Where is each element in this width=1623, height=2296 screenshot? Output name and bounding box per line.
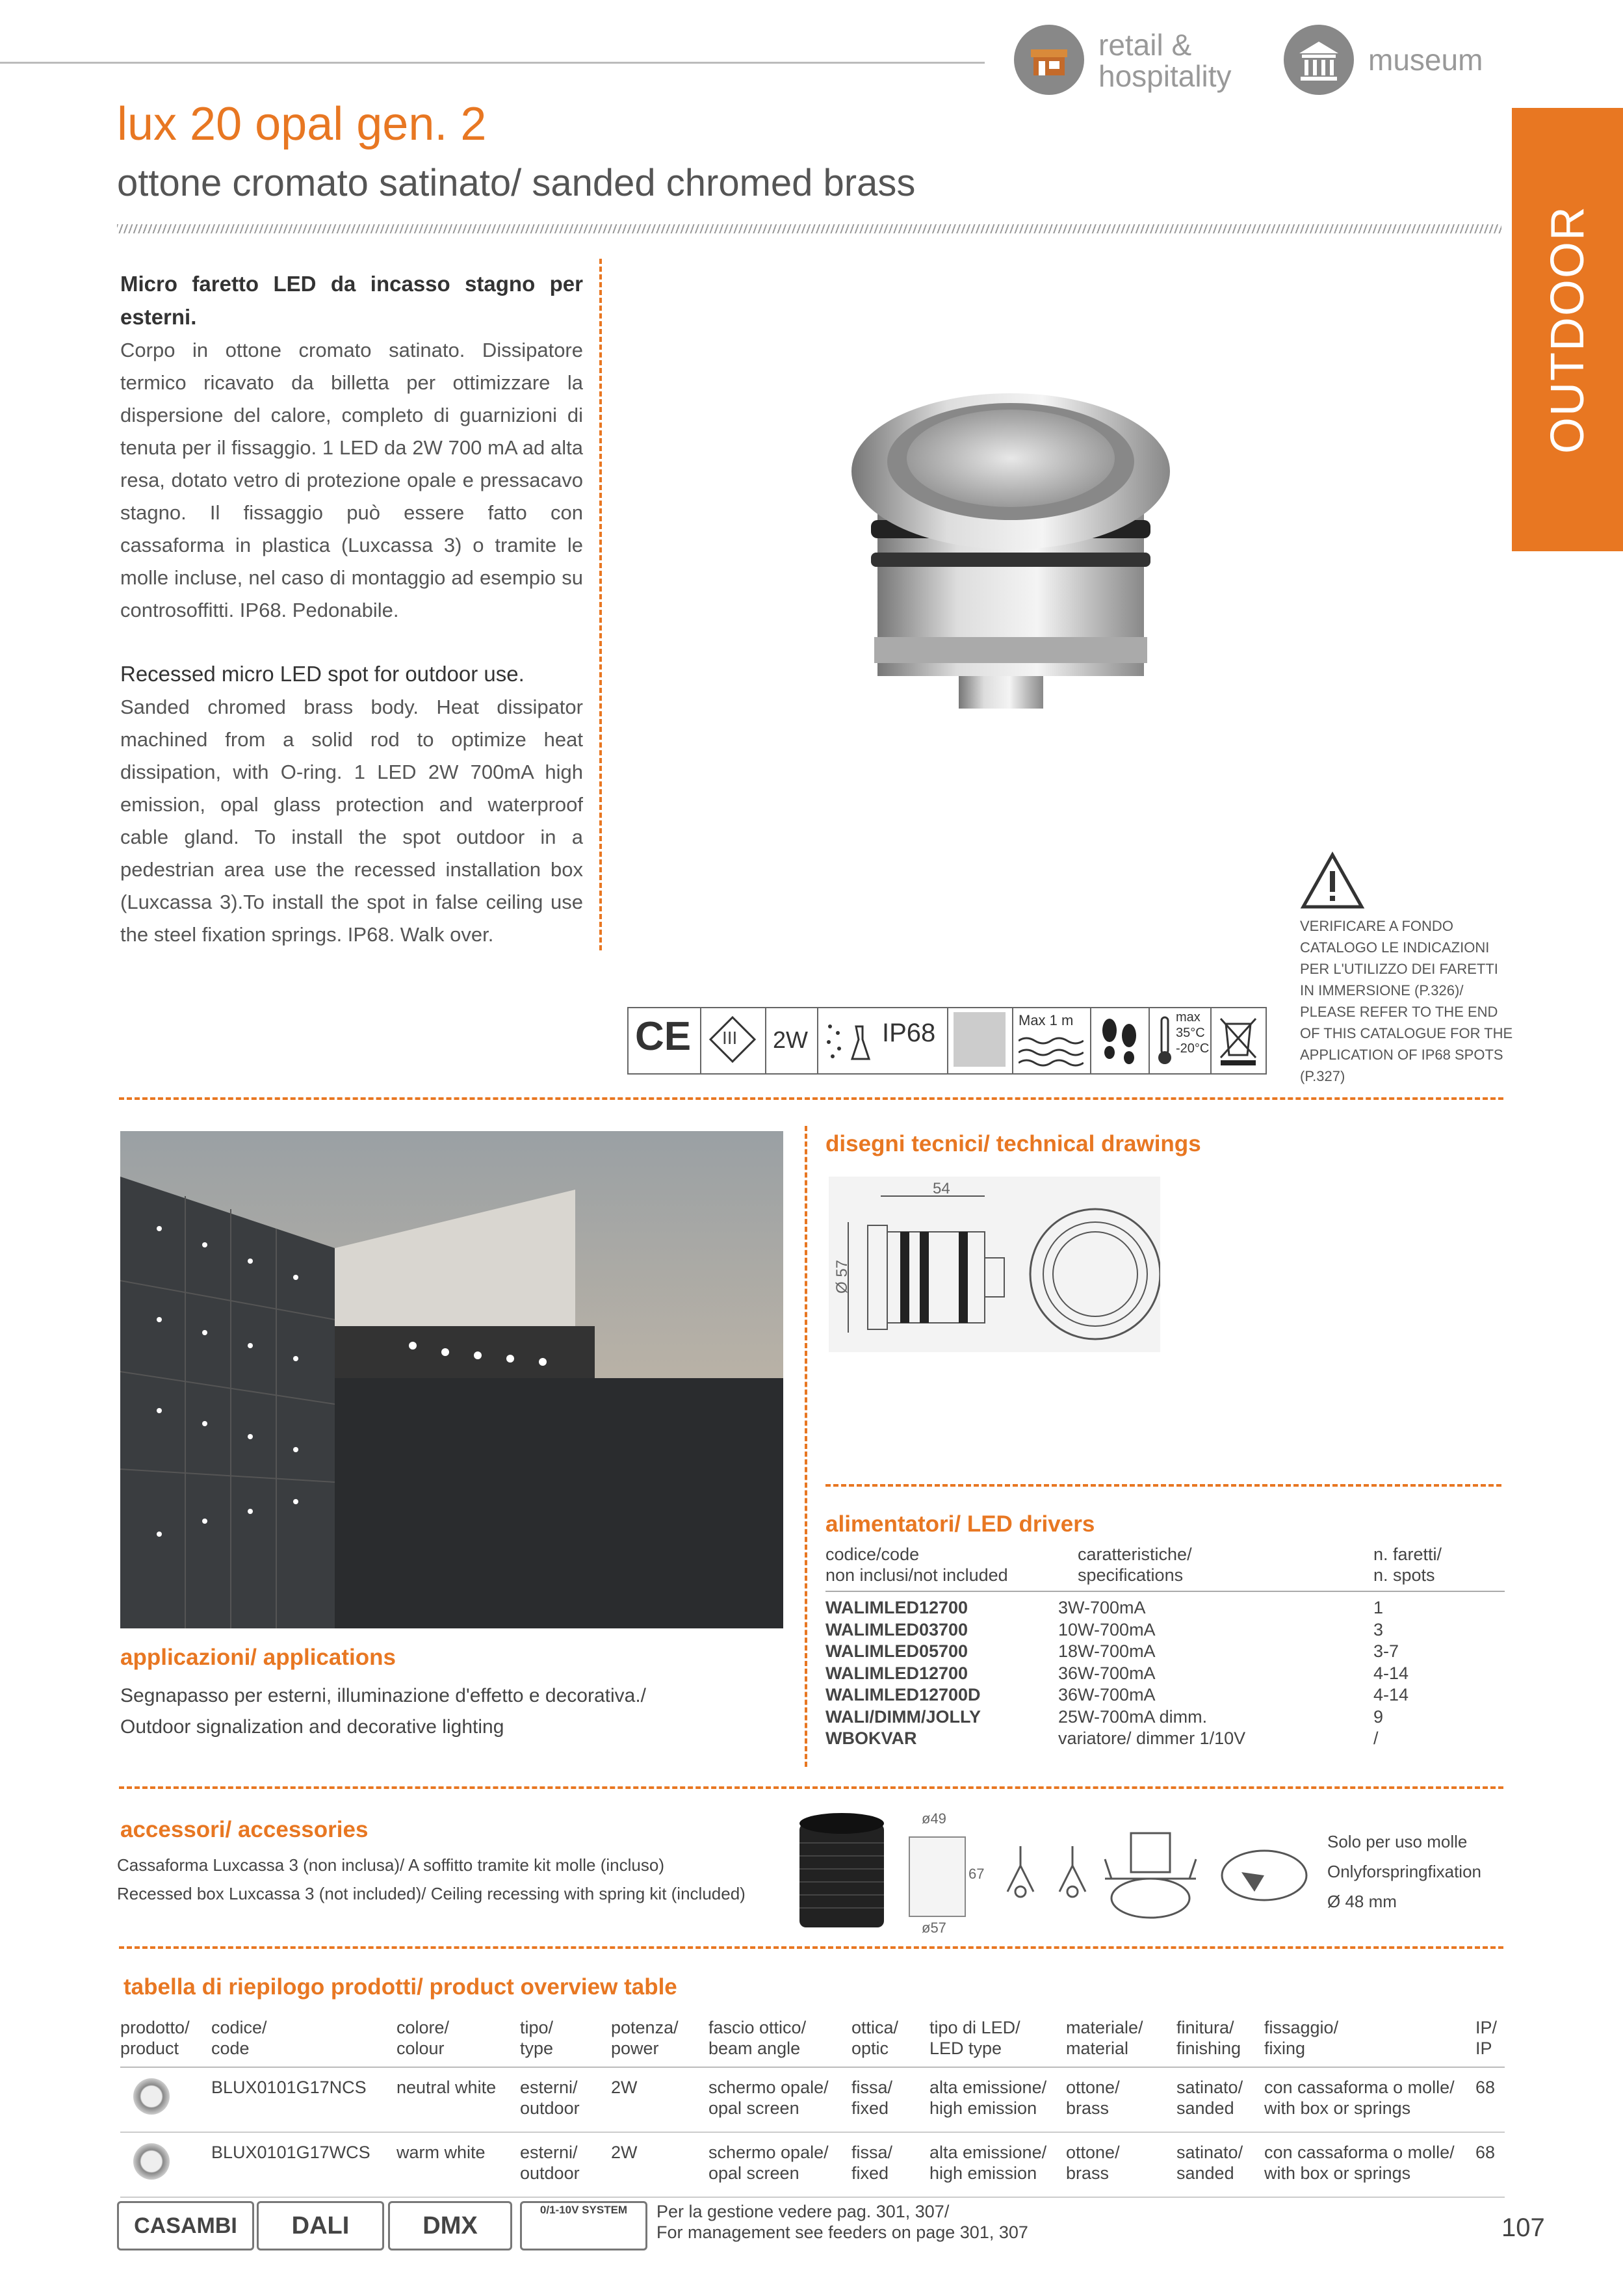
overview-header-cell bbox=[1176, 2017, 1241, 2059]
power-label: 2W bbox=[773, 1026, 808, 1053]
overview-cell-ip: 68 bbox=[1475, 2143, 1496, 2162]
header-text: codice/code bbox=[825, 1545, 920, 1564]
page-number: 107 bbox=[1501, 2213, 1545, 2242]
overview-cell-colour: neutral white bbox=[396, 2078, 497, 2097]
header-line: finitura/ bbox=[1176, 2018, 1234, 2037]
drawing-diameter-label: Ø 57 bbox=[833, 1259, 851, 1294]
header-line: colour bbox=[396, 2039, 445, 2058]
divider bbox=[1149, 1008, 1150, 1073]
ip-rating-label: IP68 bbox=[882, 1019, 936, 1047]
product-photo bbox=[838, 351, 1189, 728]
drivers-row bbox=[825, 1706, 1505, 1729]
drivers-rows bbox=[825, 1597, 1505, 1750]
overview-header-cell bbox=[396, 2017, 449, 2059]
product-thumbnail bbox=[133, 2143, 170, 2180]
overview-header-cell bbox=[708, 2017, 806, 2059]
drivers-cell: 9 bbox=[1373, 1706, 1384, 1727]
overview-cell-led: alta emissione/ high emission bbox=[929, 2143, 1047, 2183]
spec-icons-strip bbox=[627, 1007, 1267, 1075]
dali-logo: DALI bbox=[257, 2201, 384, 2250]
header-line: tipo/ bbox=[520, 2018, 554, 2037]
header-line: materiale/ bbox=[1066, 2018, 1143, 2037]
class-three-icon bbox=[708, 1015, 757, 1064]
overview-cell-finishing: satinato/ sanded bbox=[1176, 2143, 1243, 2183]
description-en-heading: Recessed micro LED spot for outdoor use. bbox=[120, 662, 525, 686]
overview-cell-type: esterni/ outdoor bbox=[520, 2143, 580, 2183]
drivers-row bbox=[825, 1597, 1505, 1619]
drivers-cell: WALIMLED12700 bbox=[825, 1663, 968, 1683]
rain-icon bbox=[824, 1020, 876, 1062]
header-line: optic bbox=[851, 2039, 889, 2058]
drivers-cell: 3-7 bbox=[1373, 1641, 1399, 1661]
technical-drawing bbox=[829, 1177, 1160, 1352]
description-en bbox=[120, 658, 583, 951]
overview-cell-type: esterni/ outdoor bbox=[520, 2078, 580, 2118]
drivers-row bbox=[825, 1684, 1505, 1706]
header-line: ottica/ bbox=[851, 2018, 899, 2037]
class-label: III bbox=[722, 1028, 738, 1048]
warning-icon bbox=[1300, 852, 1365, 910]
applications-title: applicazioni/ applications bbox=[120, 1645, 396, 1670]
overview-cell-finishing: satinato/ sanded bbox=[1176, 2078, 1243, 2118]
overview-cell-colour: warm white bbox=[396, 2143, 486, 2162]
drivers-cell: 4-14 bbox=[1373, 1663, 1409, 1683]
drivers-header-spots bbox=[1373, 1544, 1442, 1585]
drivers-cell: 25W-700mA dimm. bbox=[1058, 1706, 1208, 1727]
ceiling-install-drawing bbox=[1098, 1820, 1202, 1931]
divider bbox=[1090, 1008, 1091, 1073]
overview-row bbox=[120, 2068, 1505, 2133]
overview-cell-material: ottone/ brass bbox=[1066, 2078, 1120, 2118]
applications-text: Segnapasso per esterni, illuminazione d'effetto e decorativa./ Outdoor signalization and decorative lighting bbox=[120, 1685, 647, 1738]
drivers-cell: 36W-700mA bbox=[1058, 1685, 1156, 1704]
dimmer-system-logo: 0/1-10V SYSTEM bbox=[520, 2201, 647, 2250]
hole-diameter-drawing bbox=[1219, 1846, 1310, 1905]
drivers-table-header bbox=[825, 1544, 1505, 1592]
header-line: colore/ bbox=[396, 2018, 450, 2037]
accessories-text bbox=[117, 1851, 746, 1908]
section-divider-3 bbox=[119, 1946, 1503, 1949]
overview-cell-ip: 68 bbox=[1475, 2078, 1496, 2097]
header-line: prodotto/ bbox=[120, 2018, 190, 2037]
ce-mark-icon: CE bbox=[635, 1014, 692, 1059]
spring-kit-drawing bbox=[1001, 1820, 1105, 1924]
overview-table bbox=[120, 2017, 1505, 2198]
header-line: code bbox=[211, 2039, 250, 2058]
header-line: fixing bbox=[1264, 2039, 1306, 2058]
header-line: product bbox=[120, 2039, 179, 2058]
overview-cell-optic: fissa/ fixed bbox=[851, 2143, 893, 2183]
overview-title: tabella di riepilogo prodotti/ product overview table bbox=[123, 1974, 677, 2000]
luxcassa-box-photo bbox=[793, 1810, 890, 1934]
section-divider-1 bbox=[119, 1097, 1503, 1100]
footprints-icon bbox=[1097, 1016, 1142, 1065]
application-photo bbox=[120, 1131, 783, 1628]
warning-text: VERIFICARE A FONDO CATALOGO LE INDICAZIONI PER L'UTILIZZO DEI FARETTI IN IMMERSIONE (P.326)/ PLEASE REFER TO THE END OF THIS CATALOGUE FOR THE APPLICATION OF IP68 SPOTS (P.327) bbox=[1300, 918, 1513, 1084]
header-line: beam angle bbox=[708, 2039, 801, 2058]
divider bbox=[947, 1008, 948, 1073]
header-line: potenza/ bbox=[611, 2018, 679, 2037]
overview-cell-beam: schermo opale/ opal screen bbox=[708, 2078, 829, 2118]
header-text: specifications bbox=[1078, 1565, 1184, 1585]
header-line: material bbox=[1066, 2039, 1129, 2058]
divider bbox=[700, 1008, 701, 1073]
accessories-notes bbox=[1327, 1827, 1481, 1916]
accessories-title: accessori/ accessories bbox=[120, 1817, 369, 1842]
divider bbox=[817, 1008, 818, 1073]
drivers-cell: 36W-700mA bbox=[1058, 1663, 1156, 1683]
overview-header-cell bbox=[1475, 2017, 1497, 2059]
temperature-range bbox=[1176, 1010, 1209, 1056]
box-drawing bbox=[909, 1836, 966, 1917]
description-it bbox=[120, 268, 583, 627]
product-subtitle: ottone cromato satinato/ sanded chromed brass bbox=[117, 162, 916, 204]
description-it-body: Corpo in ottone cromato satinato. Dissipatore termico ricavato da billetta per ottimizzare la dispersione del calore, completo di guarnizioni di tenuta per il fissaggio. 1 LED da 2W 700 mA ad alta resa, dotato vetro di protezione opale e pressacavo stagno. Il fissaggio può essere fatto con cassaforma in plastica (Luxcassa 3) o tramite le molle incluse, nel caso di montaggio ad esempio su controsoffitti. IP68. Pedonabile. bbox=[120, 339, 583, 621]
drivers-header-code bbox=[825, 1544, 1008, 1585]
drivers-header-specs bbox=[1078, 1544, 1192, 1585]
footer-note bbox=[656, 2201, 1028, 2243]
description-divider bbox=[599, 259, 602, 950]
immersion-depth-label: Max 1 m bbox=[1019, 1012, 1074, 1028]
water-waves-icon bbox=[1019, 1034, 1084, 1067]
footer-note-2: For management see feeders on page 301, 307 bbox=[656, 2223, 1028, 2242]
box-bottom-diameter: ø57 bbox=[922, 1920, 946, 1936]
overview-header-cell bbox=[120, 2017, 190, 2059]
overview-cell-beam: schermo opale/ opal screen bbox=[708, 2143, 829, 2183]
header-line: IP/ bbox=[1475, 2018, 1498, 2037]
thermometer-icon bbox=[1155, 1015, 1175, 1067]
overview-header-cell bbox=[929, 2017, 1020, 2059]
accessories-line-2: Recessed box Luxcassa 3 (not included)/ Ceiling recessing with spring kit (included) bbox=[117, 1884, 746, 1903]
drivers-cell: 3W-700mA bbox=[1058, 1598, 1146, 1617]
overview-cell-material: ottone/ brass bbox=[1066, 2143, 1120, 2183]
overview-header-cell bbox=[611, 2017, 679, 2059]
footer-note-1: Per la gestione vedere pag. 301, 307/ bbox=[656, 2202, 950, 2221]
section-tab bbox=[1512, 108, 1623, 551]
overview-table-rows bbox=[120, 2068, 1505, 2198]
drivers-row bbox=[825, 1641, 1505, 1663]
drivers-cell: WALIMLED12700 bbox=[825, 1598, 968, 1617]
overview-cell-code: BLUX0101G17WCS bbox=[211, 2143, 370, 2162]
box-height: 67 bbox=[968, 1866, 985, 1882]
temp-high-label: 35°C bbox=[1176, 1026, 1205, 1040]
overview-cell-power: 2W bbox=[611, 2078, 638, 2097]
category-museum-label: museum bbox=[1368, 43, 1483, 77]
divider bbox=[765, 1008, 766, 1073]
product-thumbnail bbox=[133, 2078, 170, 2115]
drivers-cell: 3 bbox=[1373, 1619, 1384, 1639]
accessories-note-3: Ø 48 mm bbox=[1327, 1892, 1397, 1911]
accessories-note-1: Solo per uso molle bbox=[1327, 1832, 1468, 1851]
category-retail-label: retail & hospitality bbox=[1098, 28, 1232, 93]
overview-cell-code: BLUX0101G17NCS bbox=[211, 2078, 367, 2097]
temp-low-label: -20°C bbox=[1176, 1041, 1210, 1056]
drawing-length-label: 54 bbox=[933, 1180, 950, 1197]
header-text: n. spots bbox=[1373, 1565, 1435, 1585]
temp-max-label: max bbox=[1176, 1010, 1201, 1024]
drivers-cell: 4-14 bbox=[1373, 1685, 1409, 1704]
drivers-title: alimentatori/ LED drivers bbox=[825, 1511, 1095, 1537]
drivers-row bbox=[825, 1619, 1505, 1641]
weee-bin-icon bbox=[1217, 1015, 1260, 1067]
drivers-cell: 18W-700mA bbox=[1058, 1641, 1156, 1661]
product-title: lux 20 opal gen. 2 bbox=[117, 98, 487, 150]
overview-cell-fixing: con cassaforma o molle/ with box or springs bbox=[1264, 2078, 1455, 2118]
header-text: non inclusi/not included bbox=[825, 1565, 1008, 1585]
header-line: fissaggio/ bbox=[1264, 2018, 1339, 2037]
applications-divider bbox=[805, 1126, 807, 1767]
header-line: power bbox=[611, 2039, 659, 2058]
description-en-body: Sanded chromed brass body. Heat dissipator machined from a solid rod to optimize heat dissipation, with O-ring. 1 LED 2W 700mA high emission, opal glass protection and waterproof cable gland. To install the spot outdoor in a pedestrian area use the recessed installation box (Luxcassa 3).To install the spot in false ceiling use the steel fixation springs. IP68. Walk over. bbox=[120, 696, 583, 946]
header-text: n. faretti/ bbox=[1373, 1545, 1442, 1564]
drivers-cell: / bbox=[1373, 1729, 1379, 1748]
drivers-cell: WALIMLED05700 bbox=[825, 1641, 968, 1661]
accessories-line-1: Cassaforma Luxcassa 3 (non inclusa)/ A soffitto tramite kit molle (incluso) bbox=[117, 1855, 664, 1875]
overview-header-cell bbox=[1066, 2017, 1143, 2059]
description-it-heading: Micro faretto LED da incasso stagno per esterni. bbox=[120, 272, 583, 329]
drivers-cell: WALIMLED12700D bbox=[825, 1685, 981, 1704]
header-line: IP bbox=[1475, 2039, 1492, 2058]
drivers-cell: 10W-700mA bbox=[1058, 1619, 1156, 1639]
casambi-logo: CASAMBI bbox=[117, 2201, 254, 2250]
box-top-diameter: ø49 bbox=[922, 1810, 946, 1827]
walk-over-icon bbox=[954, 1012, 1006, 1067]
drivers-cell: WALI/DIMM/JOLLY bbox=[825, 1706, 981, 1727]
header-line: fascio ottico/ bbox=[708, 2018, 807, 2037]
technical-drawings-title: disegni tecnici/ technical drawings bbox=[825, 1131, 1201, 1156]
drivers-row bbox=[825, 1728, 1505, 1750]
overview-cell-led: alta emissione/ high emission bbox=[929, 2078, 1047, 2118]
header-line: codice/ bbox=[211, 2018, 267, 2037]
section-tab-label: OUTDOOR bbox=[1541, 205, 1594, 454]
overview-cell-optic: fissa/ fixed bbox=[851, 2078, 893, 2118]
header-line: LED type bbox=[929, 2039, 1002, 2058]
drivers-table bbox=[825, 1544, 1505, 1750]
drivers-cell: 1 bbox=[1373, 1598, 1384, 1617]
title-hatch-divider bbox=[117, 224, 1501, 233]
museum-icon bbox=[1284, 25, 1354, 95]
drivers-divider bbox=[825, 1484, 1501, 1487]
shop-icon bbox=[1014, 25, 1084, 95]
drivers-cell: WALIMLED03700 bbox=[825, 1619, 968, 1639]
overview-header-cell bbox=[211, 2017, 267, 2059]
drivers-cell: variatore/ dimmer 1/10V bbox=[1058, 1729, 1246, 1748]
header-line: tipo di LED/ bbox=[929, 2018, 1020, 2037]
drivers-cell: WBOKVAR bbox=[825, 1729, 917, 1748]
divider bbox=[1210, 1008, 1212, 1073]
overview-table-header bbox=[120, 2017, 1505, 2068]
overview-cell-power: 2W bbox=[611, 2143, 638, 2162]
overview-header-cell bbox=[1264, 2017, 1338, 2059]
overview-row bbox=[120, 2133, 1505, 2198]
accessories-note-2: Onlyforspringfixation bbox=[1327, 1862, 1481, 1881]
top-rule bbox=[0, 62, 985, 64]
drivers-row bbox=[825, 1663, 1505, 1685]
header-line: finishing bbox=[1176, 2039, 1241, 2058]
header-line: type bbox=[520, 2039, 554, 2058]
header-text: caratteristiche/ bbox=[1078, 1545, 1192, 1564]
dmx-logo: DMX bbox=[388, 2201, 512, 2250]
section-divider-2 bbox=[119, 1786, 1503, 1789]
overview-header-cell bbox=[520, 2017, 553, 2059]
overview-header-cell bbox=[851, 2017, 898, 2059]
overview-cell-fixing: con cassaforma o molle/ with box or springs bbox=[1264, 2143, 1455, 2183]
divider bbox=[1012, 1008, 1013, 1073]
